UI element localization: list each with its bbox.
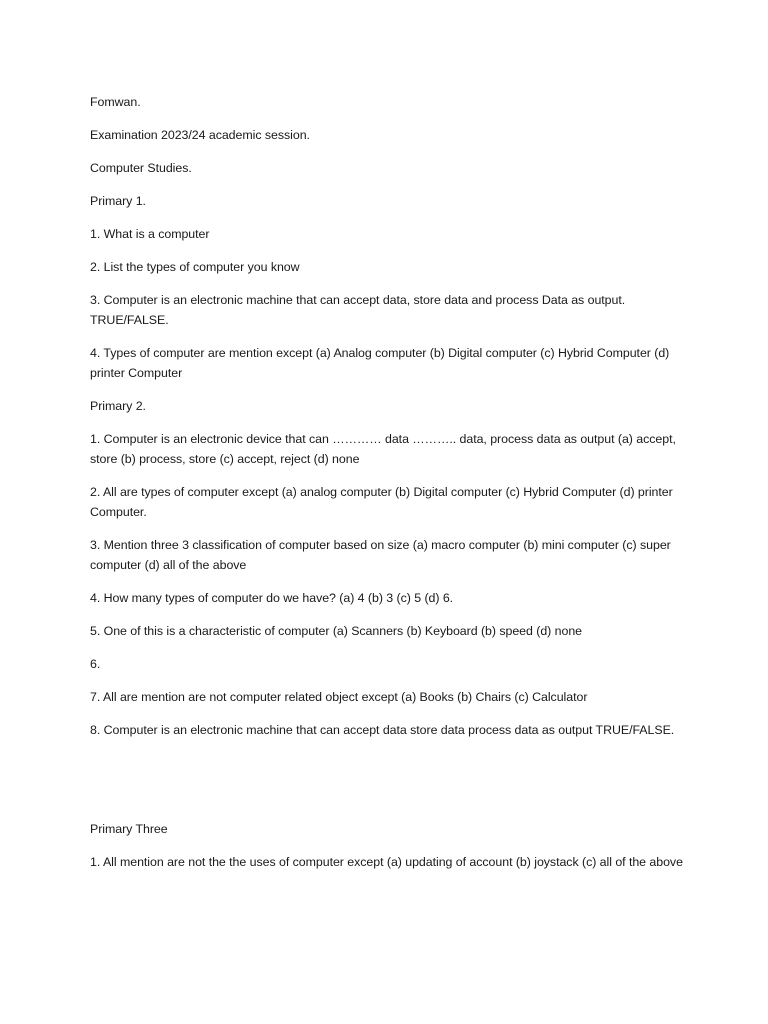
question-item: 2. All are types of computer except (a) analog computer (b) Digital computer (c) Hybrid Computer (d) printer Computer. bbox=[90, 485, 673, 519]
section-title-primary-2: Primary 2. bbox=[90, 399, 146, 413]
question-item: 5. One of this is a characteristic of computer (a) Scanners (b) Keyboard (b) speed (d) none bbox=[90, 624, 582, 638]
question-item: 3. Mention three 3 classification of computer based on size (a) macro computer (b) mini computer (c) super computer (d) all of the above bbox=[90, 538, 671, 572]
question-item: 7. All are mention are not computer related object except (a) Books (b) Chairs (c) Calculator bbox=[90, 690, 588, 704]
question-item: 1. All mention are not the the uses of computer except (a) updating of account (b) joystack (c) all of the above bbox=[90, 855, 683, 869]
question-item: 2. List the types of computer you know bbox=[90, 260, 300, 274]
exam-session: Examination 2023/24 academic session. bbox=[90, 128, 310, 142]
question-item: 1. What is a computer bbox=[90, 227, 210, 241]
question-item: 8. Computer is an electronic machine that can accept data store data process data as output TRUE/FALSE. bbox=[90, 723, 675, 737]
document-body bbox=[90, 92, 690, 885]
organization-name: Fomwan. bbox=[90, 95, 141, 109]
question-item: 3. Computer is an electronic machine that can accept data, store data and process Data as output. TRUE/FALSE. bbox=[90, 293, 626, 327]
section-title-primary-1: Primary 1. bbox=[90, 194, 146, 208]
question-item: 1. Computer is an electronic device that can ………… data ……….. data, process data as output (a) accept, store (b) process, store (c) accept, reject (d) none bbox=[90, 432, 676, 466]
question-item: 6. bbox=[90, 657, 101, 671]
question-item: 4. How many types of computer do we have? (a) 4 (b) 3 (c) 5 (d) 6. bbox=[90, 591, 454, 605]
blank-space bbox=[90, 753, 690, 819]
section-title-primary-3: Primary Three bbox=[90, 822, 168, 836]
question-item: 4. Types of computer are mention except (a) Analog computer (b) Digital computer (c) Hybrid Computer (d) printer Computer bbox=[90, 346, 670, 380]
subject-title: Computer Studies. bbox=[90, 161, 192, 175]
